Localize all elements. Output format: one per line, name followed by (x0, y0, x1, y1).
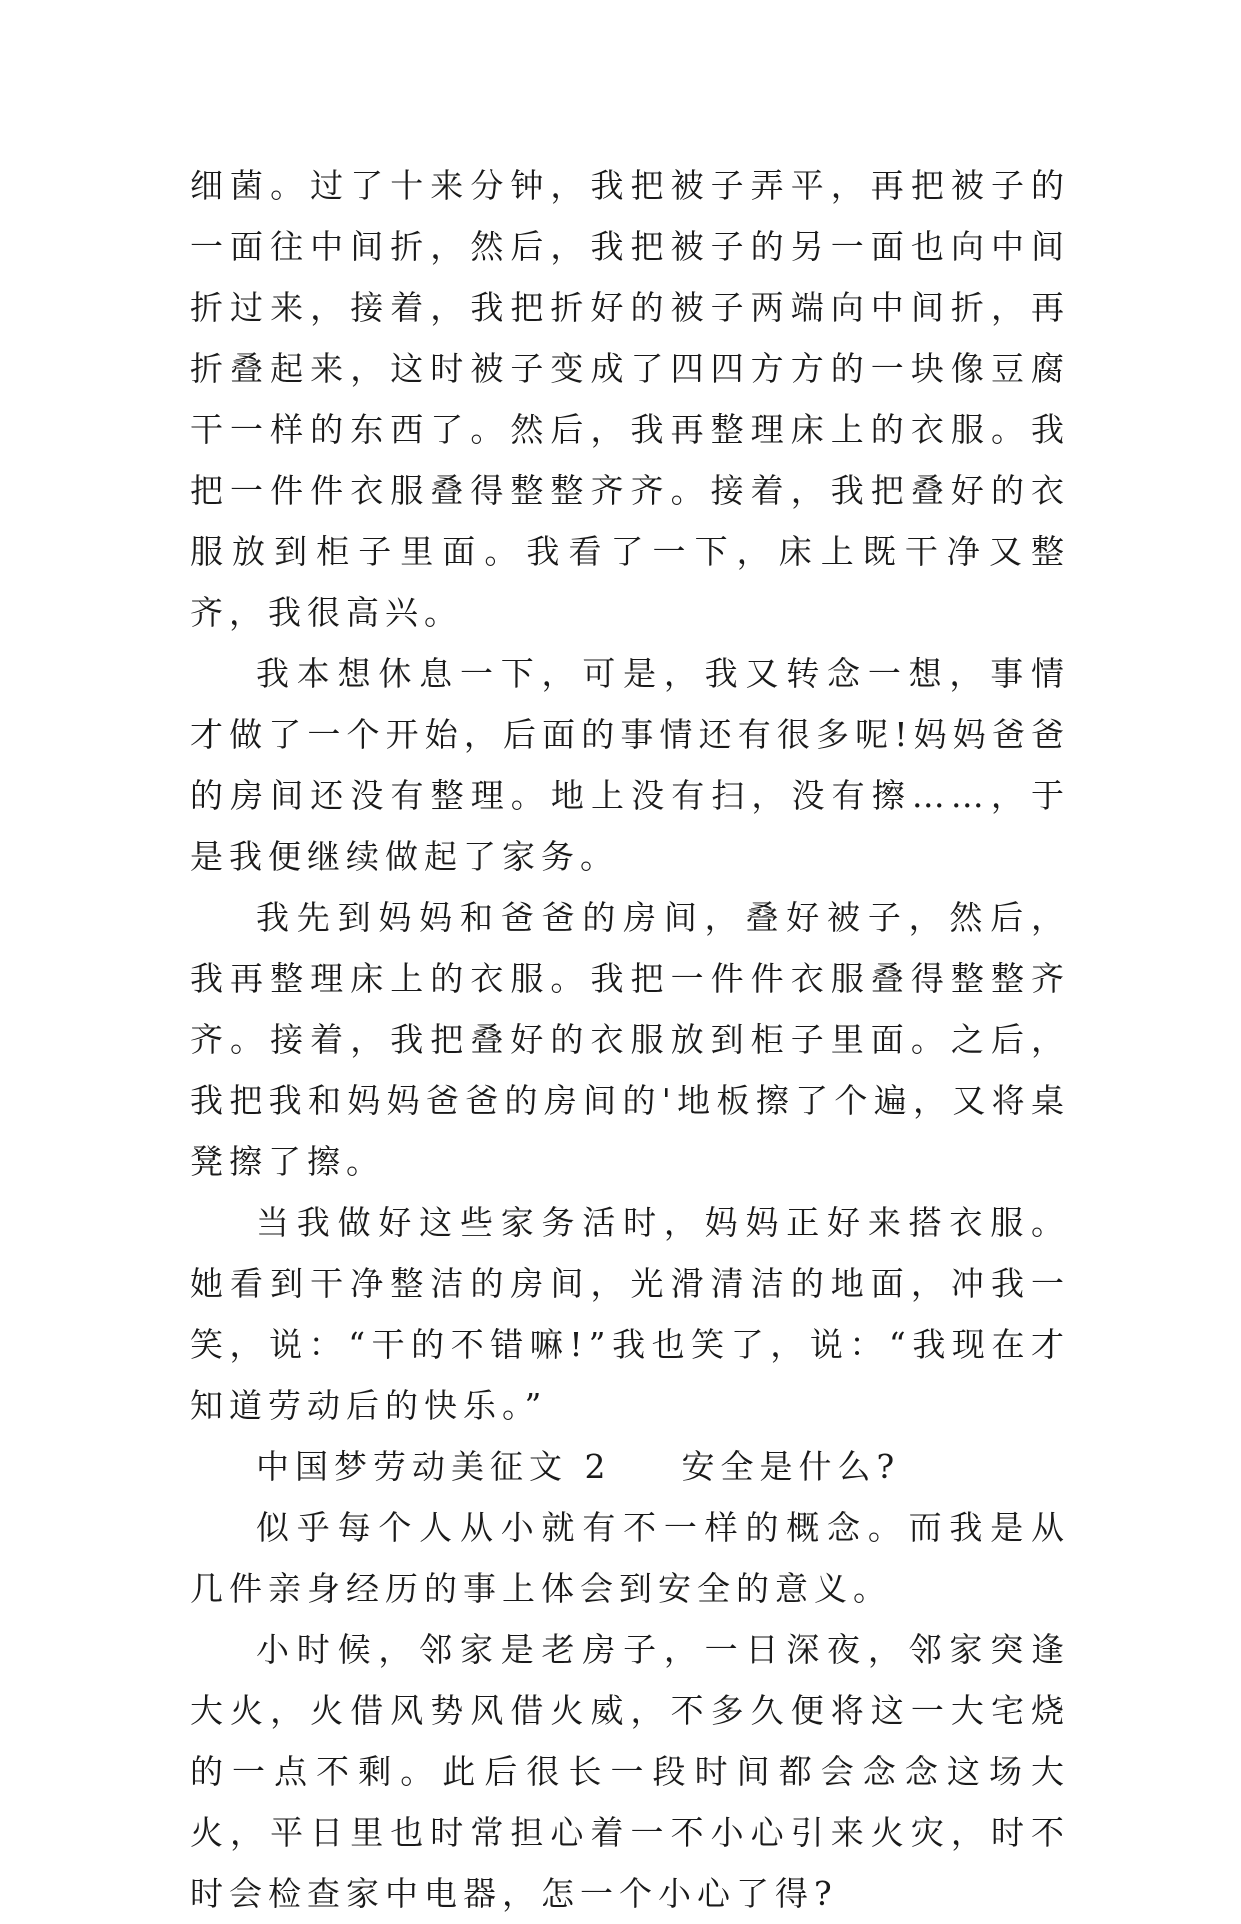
document-body (190, 155, 1070, 1924)
paragraph-1: 细菌。过了十来分钟，我把被子弄平，再把被子的一面往中间折，然后，我把被子的另一面也向中间折过来，接着，我把折好的被子两端向中间折，再折叠起来，这时被子变成了四四方方的一块像豆腐干一样的东西了。然后，我再整理床上的衣服。我把一件件衣服叠得整整齐齐。接着，我把叠好的衣服放到柜子里面。我看了一下，床上既干净又整齐，我很高兴。 (190, 166, 1070, 632)
paragraph-5: 似乎每个人从小就有不一样的概念。而我是从几件亲身经历的事上体会到安全的意义。 (190, 1508, 1070, 1608)
section-title: 中国梦劳动美征文 2 (256, 1447, 612, 1486)
paragraph-6: 小时候，邻家是老房子，一日深夜，邻家突逢大火，火借风势风借火威，不多久便将这一大宅烧的一点不剩。此后很长一段时间都会念念这场大火，平日里也时常担心着一不小心引来火灾，时不时会检查家中电器，怎一个小心了得? (190, 1630, 1070, 1913)
section-subtitle: 安全是什么? (681, 1447, 901, 1486)
paragraph-3: 我先到妈妈和爸爸的房间，叠好被子，然后，我再整理床上的衣服。我把一件件衣服叠得整整齐齐。接着，我把叠好的衣服放到柜子里面。之后，我把我和妈妈爸爸的房间的'地板擦了个遍，又将桌凳擦了擦。 (190, 898, 1070, 1181)
section-heading (190, 1436, 1070, 1497)
paragraph-4: 当我做好这些家务活时，妈妈正好来搭衣服。她看到干净整洁的房间，光滑清洁的地面，冲我一笑，说：“干的不错嘛!”我也笑了，说：“我现在才知道劳动后的快乐。” (190, 1203, 1070, 1425)
paragraph-2: 我本想休息一下，可是，我又转念一想，事情才做了一个开始，后面的事情还有很多呢!妈妈爸爸的房间还没有整理。地上没有扫，没有擦……，于是我便继续做起了家务。 (190, 654, 1070, 876)
